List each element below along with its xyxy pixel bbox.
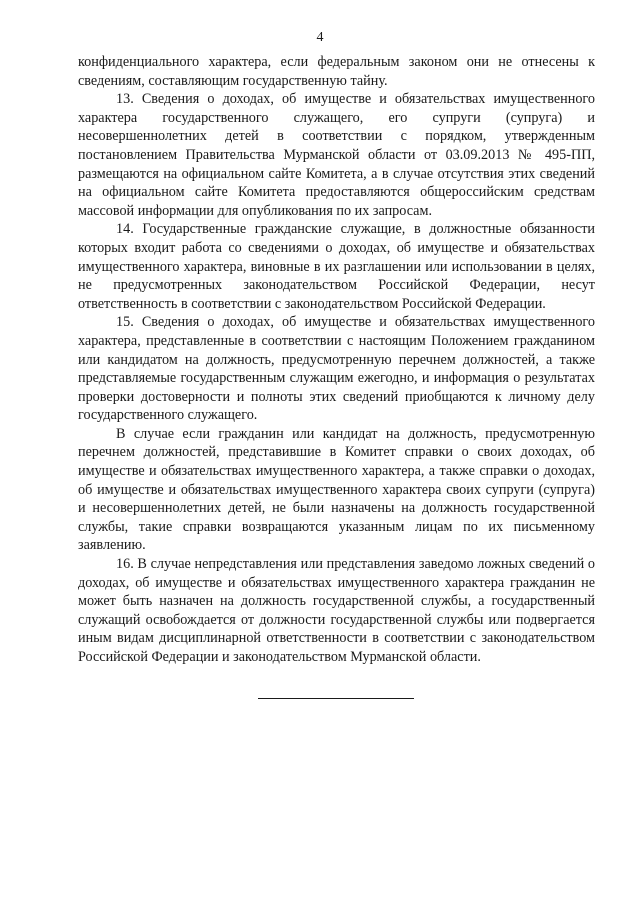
paragraph-16: 16. В случае непредставления или представления заведомо ложных сведений о доходах, об имуществе и обязательствах имущественного характера гражданин не может быть назначен на должность государственной службы, а государственный служащий освобождается от должности государственной службы или подвергается иным видам дисциплинарной ответственности в соответствии с законодательством Российской Федерации и законодательством Мурманской области.: [78, 556, 595, 665]
paragraph-13: 13. Сведения о доходах, об имуществе и обязательствах имущественного характера государственного служащего, его супруги (супруга) и несовершеннолетних детей в соответствии с порядком, утвержденным постановлением Правительства Мурманской области от 03.09.2013 № 495-ПП, размещаются на официальном сайте Комитета, а в случае отсутствия этих сведений на официальном сайте Комитета предоставляются общероссийским средствам массовой информации для опубликования по их запросам.: [78, 91, 595, 219]
paragraph-15-addendum: В случае если гражданин или кандидат на должность, предусмотренную перечнем должностей, представившие в Комитет справки о своих доходах, об имуществе и обязательствах имущественного характера, а также справки о доходах, об имуществе и обязательствах имущественного характера своих супруги (супруга) и несовершеннолетних детей, не были назначены на должность государственной службы, такие справки возвращаются указанным лицам по их письменному заявлению.: [78, 425, 595, 554]
paragraph-14: 14. Государственные гражданские служащие, в должностные обязанности которых входит работа со сведениями о доходах, об имуществе и обязательствах имущественного характера, виновные в их разглашении или использовании в целях, не предусмотренных законодательством Российской Федерации, несут ответственность в соответствии с законодательством Российской Федерации.: [78, 221, 595, 312]
page-number: 4: [316, 30, 324, 45]
document-body: [78, 53, 595, 667]
end-of-document-rule: [258, 698, 414, 699]
paragraph-15: 15. Сведения о доходах, об имуществе и обязательствах имущественного характера, представленные в соответствии с настоящим Положением гражданином или кандидатом на должность, предусмотренную перечнем должностей, а также представляемые государственным служащим ежегодно, и информация о результатах проверки достоверности и полноты этих сведений приобщаются к личному делу государственного служащего.: [78, 314, 595, 424]
paragraph-continuation: конфиденциального характера, если федеральным законом они не отнесены к сведениям, составляющим государственную тайну.: [78, 54, 595, 89]
